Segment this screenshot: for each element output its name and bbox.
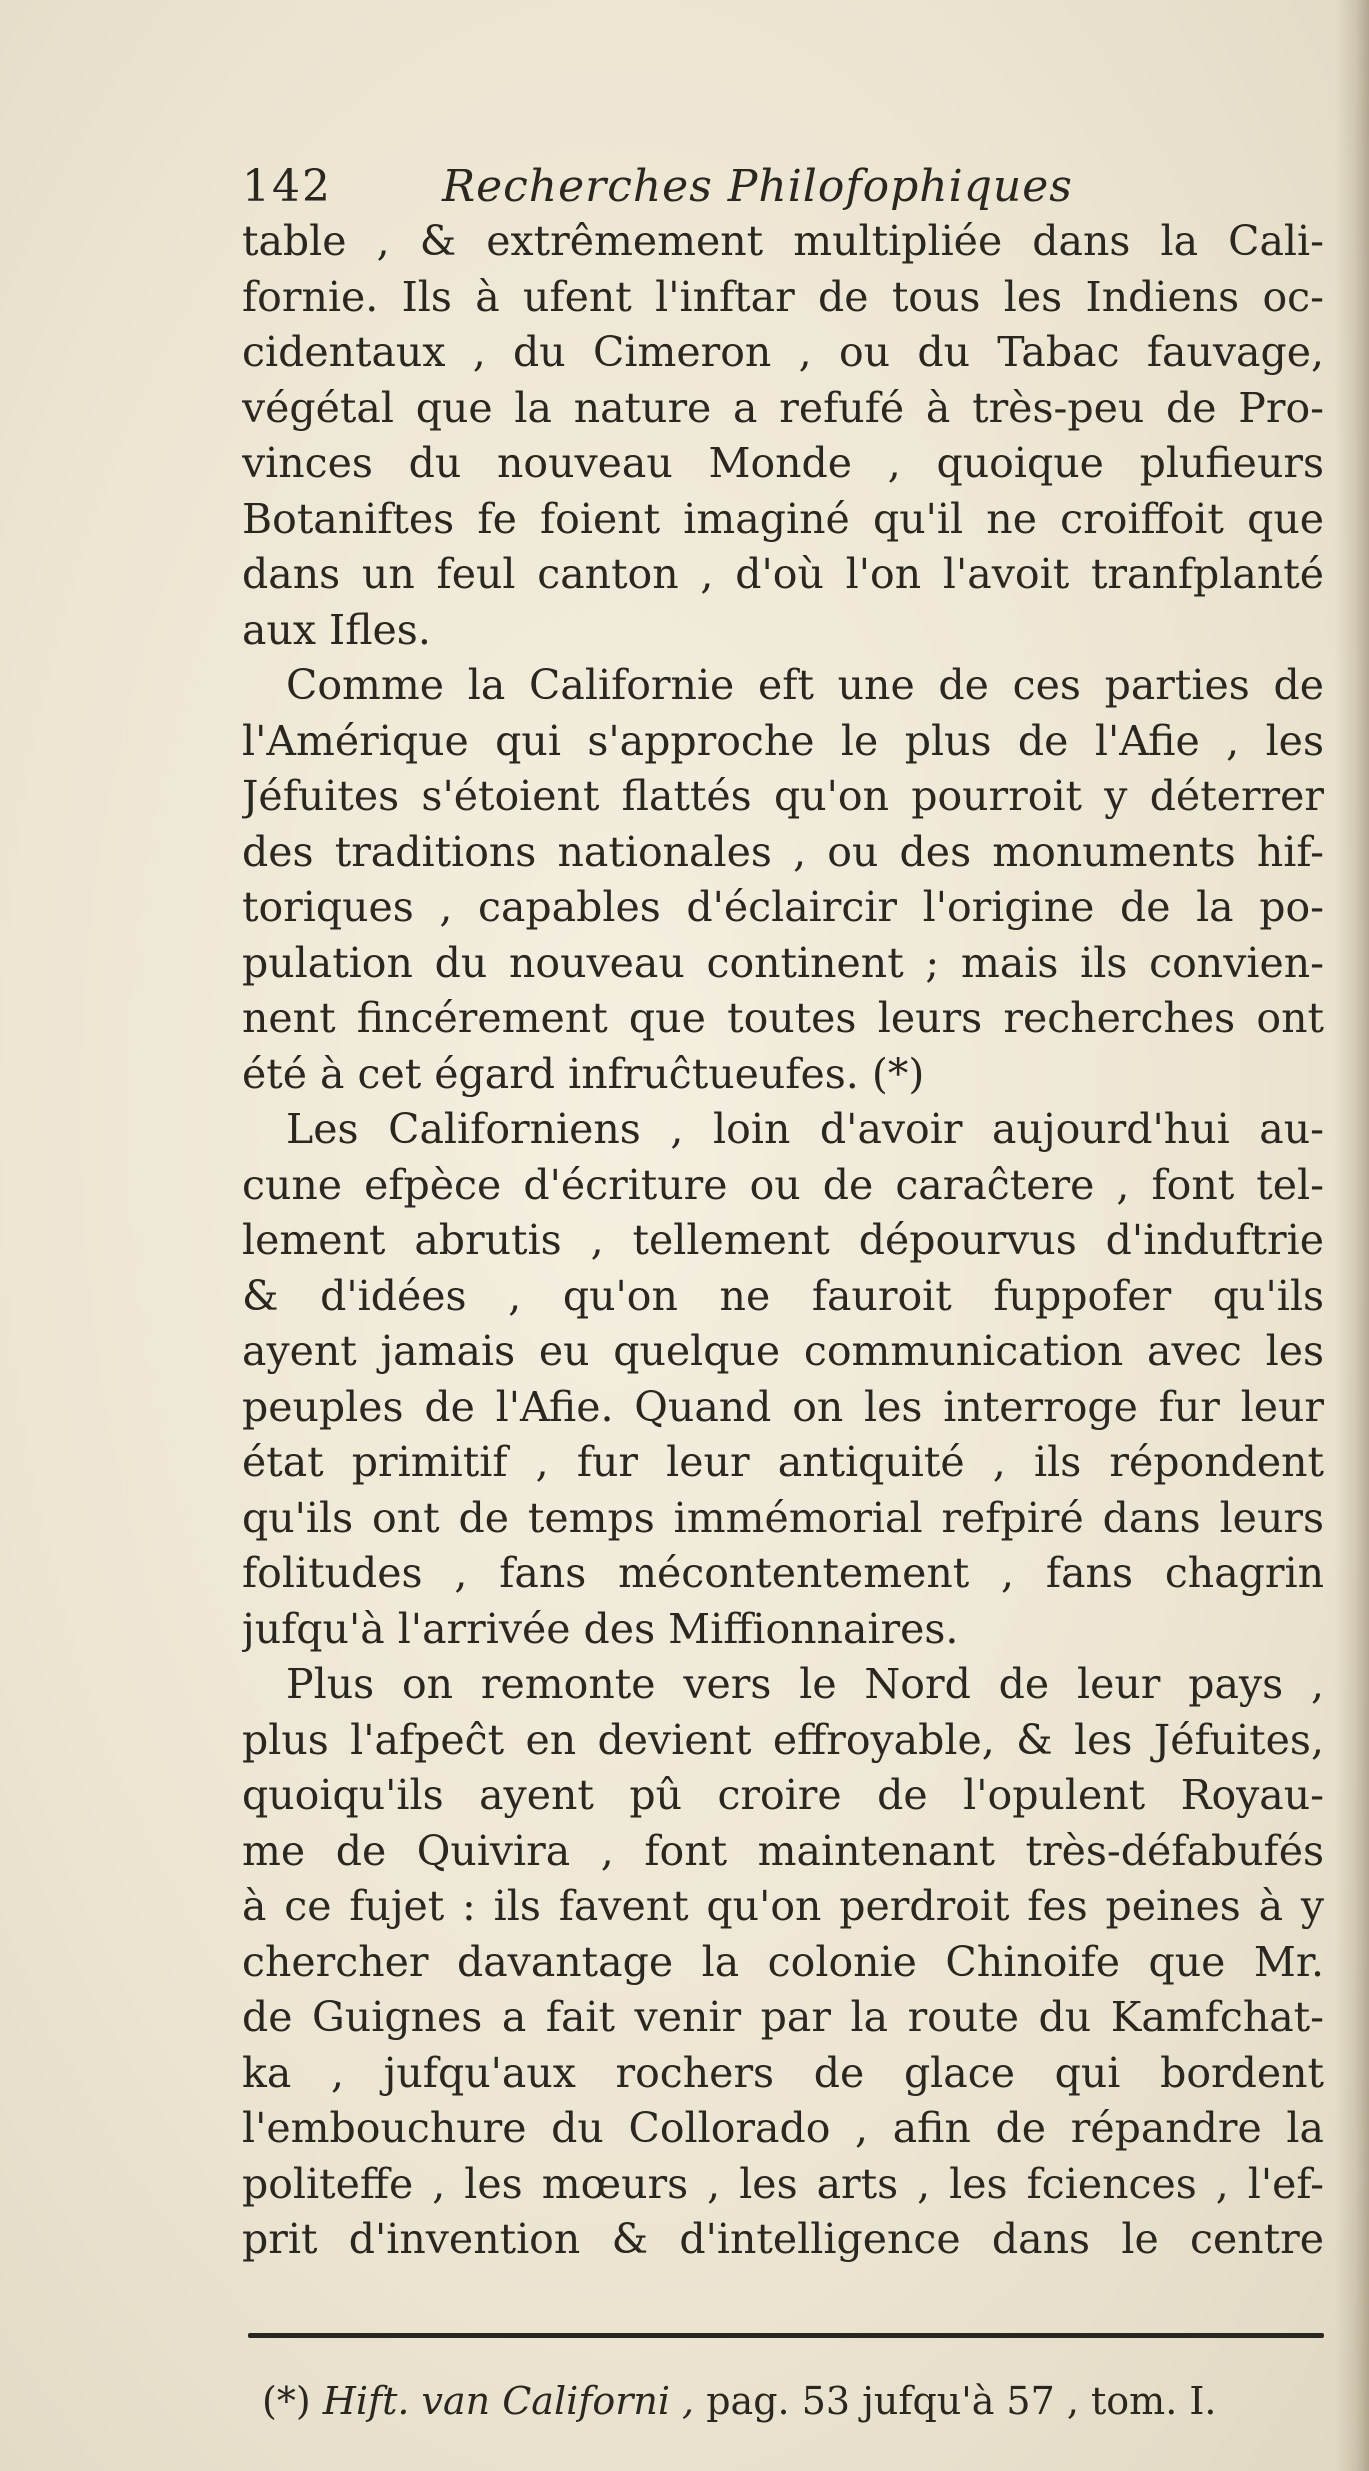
footnote-source: Hift. van Californi , xyxy=(322,2379,695,2423)
page-number: 142 xyxy=(242,161,332,212)
text-line: Les Californiens , loin d'avoir aujourd'hui au- xyxy=(286,1105,1324,1153)
text-line: fornie. Ils à ufent l'inftar de tous les Indiens oc- xyxy=(242,272,1324,321)
text-line: politeffe , les mœurs , les arts , les fciences , l'ef- xyxy=(242,2159,1324,2208)
text-line: état primitif , fur leur antiquité , ils répondent xyxy=(242,1438,1324,1486)
text-line: végétal que la nature a refufé à très-peu de Pro- xyxy=(242,383,1324,432)
text-line: folitudes , fans mécontentement , fans chagrin xyxy=(242,1549,1324,1597)
text-line: ka , jufqu'aux rochers de glace qui bordent xyxy=(242,2048,1324,2097)
footnote xyxy=(262,2374,1322,2428)
text-line: nent fincérement que toutes leurs recherches ont xyxy=(242,994,1324,1042)
text-line: & d'idées , qu'on ne fauroit fuppofer qu'ils xyxy=(242,1271,1324,1320)
text-line: Jéfuites s'étoient flattés qu'on pourroit y déterrer xyxy=(242,772,1324,820)
footnote-divider xyxy=(248,2333,1324,2338)
text-line: jufqu'à l'arrivée des Miffionnaires. xyxy=(242,1604,959,1653)
running-title: Recherches Philofophiques xyxy=(441,161,1073,212)
text-line: l'embouchure du Collorado , afin de répandre la xyxy=(242,2104,1324,2152)
text-line: été à cet égard infruĉtueufes. (*) xyxy=(242,1049,925,1098)
footnote-reference: pag. 53 jufqu'à 57 , tom. I. xyxy=(706,2379,1217,2423)
text-line: peuples de l'Afie. Quand on les interroge fur leur xyxy=(242,1382,1324,1431)
text-line: table , & extrêmement multipliée dans la Cali- xyxy=(242,217,1324,265)
text-line: ayent jamais eu quelque communication avec les xyxy=(242,1327,1324,1375)
footnote-marker: (*) xyxy=(262,2379,311,2423)
text-line: Comme la Californie eft une de ces parties de xyxy=(286,661,1324,709)
text-line: l'Amérique qui s'approche le plus de l'Afie , les xyxy=(242,716,1324,765)
text-line: chercher davantage la colonie Chinoife que Mr. xyxy=(242,1937,1324,1986)
text-line: Plus on remonte vers le Nord de leur pays , xyxy=(286,1660,1324,1708)
text-line: prit d'invention & d'intelligence dans le centre xyxy=(242,2215,1324,2263)
text-line: aux Ifles. xyxy=(242,605,431,654)
text-line: pulation du nouveau continent ; mais ils convien- xyxy=(242,938,1324,987)
text-line: vinces du nouveau Monde , quoique plufieurs xyxy=(242,439,1324,487)
page-edge-shadow xyxy=(1335,0,1369,2471)
text-line: qu'ils ont de temps immémorial refpiré dans leurs xyxy=(242,1493,1324,1542)
text-line: lement abrutis , tellement dépourvus d'induftrie xyxy=(242,1216,1324,1264)
text-line: des traditions nationales , ou des monuments hif- xyxy=(242,827,1324,876)
text-line: à ce fujet : ils favent qu'on perdroit fes peines à y xyxy=(242,1882,1324,1930)
text-line: cidentaux , du Cimeron , ou du Tabac fauvage, xyxy=(242,328,1324,376)
text-line: dans un feul canton , d'où l'on l'avoit tranfplanté xyxy=(242,550,1324,598)
page-header xyxy=(242,152,1322,222)
text-line: Botaniftes fe foient imaginé qu'il ne croiffoit que xyxy=(242,494,1324,543)
text-line: de Guignes a fait venir par la route du Kamfchat- xyxy=(242,1993,1324,2041)
body-text xyxy=(242,214,1324,2268)
text-line: toriques , capables d'éclaircir l'origine de la po- xyxy=(242,883,1324,931)
text-line: me de Quivira , font maintenant très-défabufés xyxy=(242,1826,1324,1875)
text-line: cune efpèce d'écriture ou de caraĉtere , font tel- xyxy=(242,1160,1324,1209)
text-line: quoiqu'ils ayent pû croire de l'opulent Royau- xyxy=(242,1771,1324,1819)
text-line: plus l'afpeĉt en devient effroyable, & les Jéfuites, xyxy=(242,1715,1324,1764)
